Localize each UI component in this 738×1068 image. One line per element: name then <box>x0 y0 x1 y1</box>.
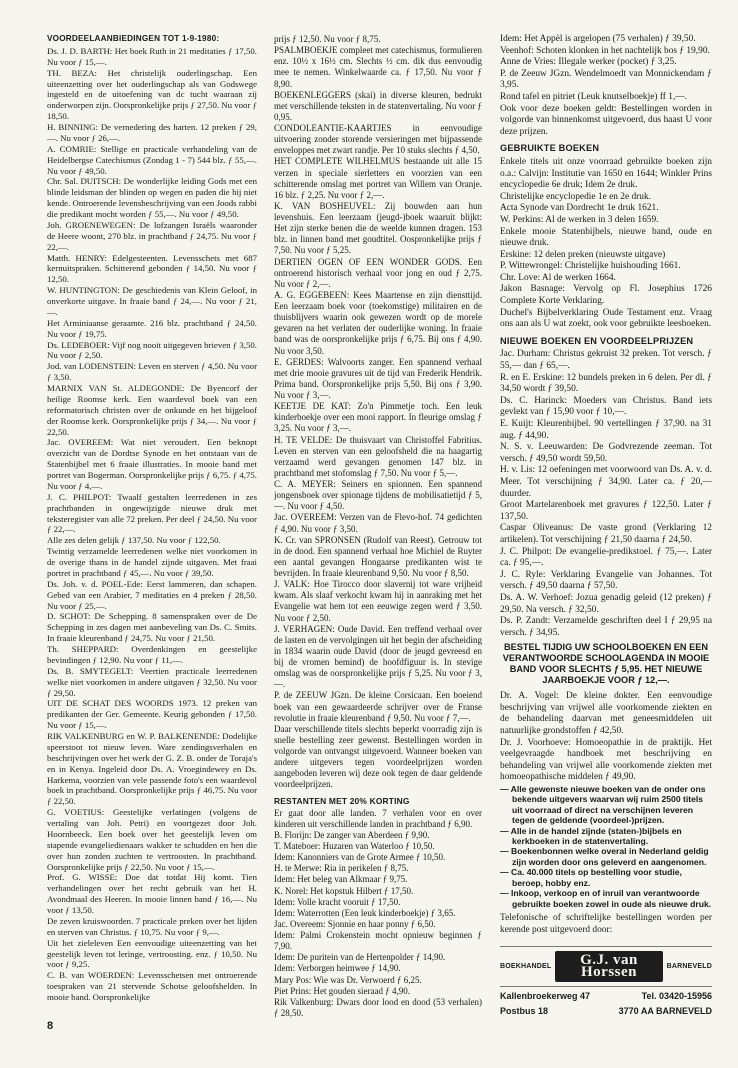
entry: Ds. J. D. BARTH: Het boek Ruth in 21 meditaties ƒ 17,50. Nu voor ƒ 15,—. <box>47 45 257 67</box>
entry: C. A. MEYER: Seiners en spionnen. Een spannend jongensboek over spionage tijdens de mobilisatietijd ƒ 5,—. Nu voor ƒ 4,50. <box>274 479 482 512</box>
entry: P. de Zeeuw JGzn. Wendelmoedt van Monnickendam ƒ 3,95. <box>500 68 712 91</box>
entry: Christelijke encyclopedie 1e en 2e druk. <box>500 191 651 202</box>
entry: KEETJE DE KAT: Zo'n Pimmetje toch. Een leuk kinderboekje over een mooi rapport. In fleurige omslag ƒ 3,25. Nu voor ƒ 3,—. <box>274 401 482 434</box>
entry: Ds. LEDEBOER: Vijf nog nooit uitgegeven brieven ƒ 3,50. Nu voor ƒ 2,50. <box>47 339 257 361</box>
entry: Veenhof: Schoten klonken in het nachtelijk bos ƒ 19,90. <box>500 45 710 56</box>
entry: Idem: Waterrotten (Een leuk kinderboekje) ƒ 3,65. <box>274 907 456 918</box>
entry: R. en E. Erskine: 12 bundels preken in 6 delen. Per dl. ƒ 34,50 wordt ƒ 39,50. <box>500 372 712 395</box>
entry: Chr. Sal. DUITSCH: De wonderlijke leiding Gods met een blinde leidsman der blinden op wegen en paden die hij niet kende. Ontroerende levensbeschrijving van een Joods rabbi die predikant mocht worden ƒ 55,—. Nu voor ƒ 49,50. <box>47 176 257 219</box>
entry: Uit het zieleleven Een eenvoudige uiteenzetting van het geestelijk leven tot leringe, vertroosting. enz. ƒ 10,50. Nu voor ƒ 9,25. <box>47 937 257 970</box>
entry: Matth. HENRY: Edelgesteenten. Levensschets met 687 kernuitspraken. Schitterend gebonden ƒ 14,50. Nu voor ƒ 12,50. <box>47 252 257 285</box>
restanten-list <box>274 830 482 1019</box>
service-bullet: — Alle gewenste nieuwe boeken van de onder ons bekende uitgevers waarvan wij ruim 2500 titels uit voorraad of direct na verschijnen leveren tegen de geldende (voordeel-)prijzen. <box>500 784 706 826</box>
entry: CONDOLEANTIE-KAARTJES in eenvoudige uitvoering zonder storende versieringen met bijpassende enveloppes met zwart randje. Per 10 stuks slechts ƒ 4,50. <box>274 123 482 156</box>
entry: MARNIX VAN St. ALDEGONDE: De Byencorf der heilige Roomse kerk. Een waardevol boek van een reformatorisch christen over de onkunde en het bijgeloof der Roomse kerk. Oorspronkelijke prijs ƒ 34,—. Nu voor ƒ 22,50. <box>47 383 257 437</box>
service-bullet: — Alle in de handel zijnde (staten-)bijbels en kerkboeken in de statenvertaling. <box>500 825 682 847</box>
entry: Joh. GROENEWEGEN: De lofzangen Israëls waaronder de Heere woont, 270 blz. in prachtband ƒ 24,75. Nu voor ƒ 22,—. <box>47 219 257 252</box>
entry: Enkele titels uit onze voorraad gebruikte boeken zijn o.a.: Calvijn: Institutie van 1650 en 1644; Winkler Prins encyclopedie 6e druk; Idem 2e druk. <box>500 156 712 191</box>
entry: P. de ZEEUW JGzn. De kleine Corsicaan. Een boeiend boek van een gewaardeerde schrijver over de Franse revolutie in fraaie kleurenband ƒ 9,50. Nu voor ƒ 7,—. <box>274 690 482 723</box>
entry: De zeven kruiswoorden. 7 practicale preken over het lijden en sterven van Christus. ƒ 10,75. Nu voor ƒ 9,—. <box>47 915 257 937</box>
schoolbooks-offer: BESTEL TIJDIG UW SCHOOLBOEKEN EN EEN VERANTWOORDE SCHOOLAGENDA IN MOOIE BAND VOOR SLECHTS ƒ 5,95. HET NIEUWE JAARBOEKJE VOOR ƒ 12,—. <box>502 642 710 686</box>
entry: Anne de Vries: Illegale werker (pocket) ƒ 3,25. <box>500 57 677 68</box>
entry: Idem: Het Appèl is argelopen (75 verhalen) ƒ 39,50. <box>500 34 696 44</box>
entry: Ook voor deze boeken geldt: Bestellingen worden in volgorde van binnenkomst uitgevoerd, dus haast U voor deze prijzen. <box>500 103 712 137</box>
entry: Idem: Het beleg van Alkmaar ƒ 9,75. <box>274 874 408 885</box>
entry: Enkele mooie Statenbijbels, nieuwe band, oude en nieuwe druk. <box>500 226 712 249</box>
entry: Jac. OVEREEM: Verzen van de Flevo-hof. 74 gedichten ƒ 4,90. Nu voor ƒ 3,50. <box>274 512 482 534</box>
restanten-list-continued <box>500 34 712 138</box>
entry: H. TE VELDE: De thuisvaart van Christoffel Fabritius. Leven en sterven van een geloofsheld die na haagartig verzaamd werd gevangen genomen 147 blz. in prachtband met stofomslag ƒ 7,50. Nu voor ƒ 5,—. <box>274 434 482 478</box>
service-bullet: — Boekenbonnen welke overal in Nederland geldig zijn worden door ons geleverd en aangenomen. <box>500 846 709 867</box>
entry: Prof. G. WISSE: Doe dat totdat Hij komt. Tien verhandelingen over het recht gebruik van het H. Avondmaal des Heeren. In mooie linnen band ƒ 16,—. Nu voor ƒ 13,50. <box>47 872 257 915</box>
section-heading-restanten: RESTANTEN MET 20% KORTING <box>274 795 410 806</box>
entry: Ds. A. W. Verhoef: Jozua genadig geleid (12 preken) ƒ 29,50. Na versch. ƒ 32,50. <box>500 592 712 615</box>
address-line-1 <box>500 990 712 1002</box>
section-heading-offers: VOORDEELAANBIEDINGEN TOT 1-9-1980: <box>47 34 220 43</box>
section-heading-used-books: GEBRUIKTE BOEKEN <box>500 143 600 154</box>
entry: Ds. P. Zandt: Verzamelde geschriften deel I ƒ 29,95 na versch. ƒ 34,95. <box>500 616 712 638</box>
entry: RIK VALKENBURG en W. P. BALKENENDE: Dodelijke speerstoot tot nieuw leven. Ware zendingsverhalen en beschrijvingen over het werk der G. Z. B. onder de Toraja's en in Kenya. Ingeleid door Ds. A. Vroegindewey en Ds. Harkema, voorzien van vele passende foto's een waardevol boek in prachtband. Oorspronkelijke prijs ƒ 46,75. Nu voor ƒ 22,50. <box>47 731 257 807</box>
address-postbus: Postbus 18 <box>500 1006 549 1017</box>
entry: Jac. OVEREEM: Wat niet veroudert. Een beknopt overzicht van de Dordtse Synode en het ontstaan van de Statenbijbel met 6 fraaie illustraties. In mooie band met portret van Bogerman. Oorspronkelijke prijs ƒ 6,75. ƒ 4,75. Nu voor ƒ 4,—. <box>47 437 257 491</box>
entry: B. Florijn: De zanger van Aberdeen ƒ 9,90. <box>274 829 430 840</box>
entry: prijs ƒ 12,50. Nu voor ƒ 8,75. <box>274 34 381 44</box>
service-bullet: — Ca. 40.000 titels op bestelling voor studie, beroep, hobby enz. <box>500 867 682 888</box>
entry: H. v. Lis: 12 oefeningen met voorwoord van Ds. A. v. d. Meer. Tot verschijning ƒ 34,90. Later ca. ƒ 20,— duurder. <box>500 465 712 499</box>
entry: Ds. Joh. v. d. POEL-Ede: Eerst lammeren, dan schapen. Gebed van een Arabier, 7 meditaties en 4 preken ƒ 28,50. Nu voor ƒ 25,—. <box>47 578 257 611</box>
logo-wordmark: G.J. van Horssen <box>555 951 662 982</box>
entry: TH. BEZA: Het christelijk ouderlingschap. Een uiteenzetting over het ouderlingschap als van Godswege ingesteld en de uitoefening van dc tucht waaraan zij onderworpen zijn. Oorspronkelijke prijs ƒ 27,50. Nu voor ƒ 18,50. <box>47 67 257 122</box>
entry: Mary Pos: Wie was Dr. Verwoerd ƒ 6,25. <box>274 974 422 985</box>
entry: Acta Synode van Dordrecht 1e druk 1621. <box>500 203 659 214</box>
column-2 <box>274 34 482 1019</box>
entry: Rond tafel en pitriet (Leuk knutselboekje) ff 1,—. <box>500 91 688 102</box>
entry: Alle zes delen gelijk ƒ 137,50. Nu voor ƒ 122,50. <box>47 535 221 546</box>
entry: Dr. A. Vogel: De kleine dokter. Een eenvoudige beschrijving van vrijwel alle voorkomende ziekten en de behandeling daarvan met geneesmiddelen uit natuurlijke grondstoffen ƒ 42,50. <box>500 691 712 737</box>
entry: J. C. Philpot: De evangelie-predikstoel. ƒ 75,—. Later ca. ƒ 95,—. <box>500 546 712 569</box>
entry: Jakon Basnage: Vervolg op Fl. Josephius 1726 Complete Korte Verklaring. <box>500 284 712 307</box>
logo-right-text: BARNEVELD <box>666 962 712 970</box>
entry: Ds. B. SMYTEGELT: Veertien practicale leerredenen welke niet voorkomen in andere uitgaven ƒ 32,50. Nu voor ƒ 29,50. <box>47 665 257 698</box>
entry: W. Perkins: Al de werken in 3 delen 1659. <box>500 214 659 225</box>
services-list <box>500 784 712 909</box>
entry: BOEKENLEGGERS (skai) in diverse kleuren, bedrukt met verschillende teksten in de statenvertaling. Nu voor ƒ 0,95. <box>274 89 482 122</box>
entry: Twintig verzamelde leerredenen welke niet voorkomen in de overige thans in de handel zijnde uitgaven. Met fraai portret in prachtband ƒ 45,—. Nu voor ƒ 39,50. <box>47 546 257 578</box>
entry: Daar verschillende titels slechts beperkt voorradig zijn is snelle bestelling zeer gewenst. Bestellingen worden in volgorde van ontvangst uitgevoerd. Wanneer boeken van andere uitgevers tegen voordeelprijzen worden aangeboden leveren wij deze ook tegen de daar geldende voordeelprijzen. <box>274 723 482 790</box>
entry: Ds. C. Harinck: Moeders van Christus. Band iets gevlekt van ƒ 15,90 voor ƒ 10,—. <box>500 395 712 418</box>
entry: Idem: Kanonniers van de Grote Armee ƒ 10,50. <box>274 852 446 863</box>
entry: T. Mateboer: Huzaren van Waterloo ƒ 10,50. <box>274 841 435 851</box>
entry: Jac. Durham: Christus gekruist 32 preken. Tot versch. ƒ 55,— dan ƒ 65,—. <box>500 349 712 372</box>
entry: HET COMPLETE WILHELMUS bestaande uit alle 15 verzen in speciale sierletters en voorzien van een schitterende omslag met portret van Willem van Oranje. 16 blz. ƒ 2,25. Nu voor ƒ 2,—. <box>274 156 482 200</box>
logo-left-text: BOEKHANDEL <box>500 962 552 970</box>
entry: P. Wittewrongel: Christelijke huishouding 1661. <box>500 261 681 272</box>
entry: H. te Merwe: Ria in perikelen ƒ 8,75. <box>274 863 409 874</box>
entry: H. BINNING: De vernedering des harten. 12 preken ƒ 29,—. Nu voor ƒ 26,—. <box>47 122 257 143</box>
entry: Rik Valkenburg: Dwars door lood en dood (53 verhalen) ƒ 28,50. <box>274 996 482 1018</box>
offer-list-continued <box>274 34 482 791</box>
entry: A. G. EGGEBEEN: Kees Maartense en zijn diensttijd. Een leerzaam boek voor (toekomstige) militairen en de thuisblijvers waarin ook gewezen wordt op de morele gevaren na het verlaten der ouderlijke woning. In fraaie band was de oorspronkelijke prijs ƒ 6,75. Bij ons ƒ 4,90. Nu voor 3,50. <box>274 289 482 356</box>
entry: Chr. Love: Al de werken 1664. <box>500 272 616 283</box>
entry: Duchel's Bijbelverklaring Oude Testament enz. Vraag ons aan als U wat zoekt, ook voor gebruikte leesboeken. <box>500 307 712 330</box>
entry: K. VAN BOSHEUVEL: Zij bouwden aan hun levenshuis. Een leerzaam (jeugd-)boek waaruit blijkt: Het zijn sterke benen die de weelde kunnen dragen. 153 blz. in linnen band met goudtitel. Oospronkelijke prijs ƒ 7,50. Nu voor ƒ 5,25. <box>274 200 482 256</box>
entry: K. Cr. van SPRONSEN (Rudolf van Reest). Getrouw tot in de dood. Een spannend verhaal hoe Michiel de Ruyter een aantal gevangen Hongaarse predikanten wist te bevrijden. In fraaie kleurenband 9,50. Nu voor ƒ 8,50. <box>274 534 482 578</box>
address-phone: Tel. 03420-15956 <box>641 991 712 1002</box>
service-bullet: — Inkoop, verkoop en of inruil van verantwoorde gebruikte boeken zowel in oude als nieuwe druk. <box>500 888 712 909</box>
entry: Idem: Palmi Crokenstein mocht opnieuw beginnen ƒ 7,90. <box>274 930 482 952</box>
address-street: Kallenbroekerweg 47 <box>500 991 591 1002</box>
entry: J. C. Ryle: Verklaring Evangelie van Johannes. Tot versch. ƒ 49,50 daarna ƒ 57,50. <box>500 569 712 592</box>
entry: Idem: Verborgen heimwee ƒ 14,90. <box>274 963 401 974</box>
address-line-2 <box>500 1005 712 1017</box>
entry: E. Kuijt: Kleurenbijbel. 90 vertellingen ƒ 37,90. na 31 aug. ƒ 44,90. <box>500 419 712 441</box>
entry: J. C. PHILPOT: Twaalf gestalten leerredenen in zes prachtbanden in ongewijzigde nieuwe druk met teksteregister van alle 72 preken. Per deel ƒ 24,50. Nu voor ƒ 22,—. <box>47 491 257 535</box>
entry: K. Norel: Het kopstuk Hilbert ƒ 17,50. <box>274 885 414 896</box>
entry: Piet Prins: Het gouden sieraad ƒ 4,90. <box>274 985 410 996</box>
entry: Erskine: 12 delen preken (nieuwste uitgave) <box>500 249 666 260</box>
entry: Dr. J. Voorhoeve: Homoeopathie in de praktijk. Het veelgevraagde handboek met beschrijving en behandeling van vrijwel alle voorkomende ziekten met homoeopathische middelen ƒ 49,90. <box>500 737 712 783</box>
entry: W. HUNTINGTON: De geschiedenis van Klein Geloof, in onverkorte uitgave. In fraaie band ƒ 24,—. Nu voor ƒ 21,—. <box>47 285 257 317</box>
entry: C. B. van WOERDEN: Levensschetsen met ontroerende toespraken van 21 stervende Schotse geloofshelden. In mooie band. Oorspronkelijke <box>47 970 257 1002</box>
restanten-intro: Er gaat door alle landen. 7 verhalen voor en over kinderen uit verschillende landen in prachtband ƒ 6,90. <box>274 807 482 829</box>
entry: Jac. Overeem: Sjonnie en haar ponny ƒ 6,50. <box>274 918 436 929</box>
entry: Het Arminiaanse geraamte. 216 blz. prachtband ƒ 24,50. Nu voor ƒ 19,75. <box>47 317 257 339</box>
entry: Caspar Oliveanus: De vaste grond (Verklaring 12 artikelen). Tot verschijning ƒ 21,50 daarna ƒ 24,50. <box>500 523 712 545</box>
column-1 <box>47 34 257 1019</box>
health-books-list <box>500 691 712 784</box>
page-number: 8 <box>47 1020 54 1032</box>
entry: UIT DE SCHAT DES WOORDS 1973. 12 preken van predikanten der Ger. Gemeente. Keurig gebonden ƒ 17,50. Nu voor ƒ 15,—. <box>47 698 257 731</box>
entry: J. VERHAGEN: Oude David. Een treffend verhaal over de lasten en de vervolgingen uit het begin der afscheiding in 1834 waarin oude David (door de jeugd gevreesd en bij de vromen bemind) de hoofdfiguur is. In stevige omslag was de oorspronkelijke prijs ƒ 5,25. Nu voor ƒ 3,—. <box>274 623 482 690</box>
entry: J. VALK: Hoe Tirocco door slavernij tot ware vrijheid kwam. Als slaaf verkocht kwam hij in aanraking met het Evangelie wat hem tot een eeuwige zegen werd ƒ 3,50. Nu voor ƒ 2,50. <box>274 579 482 623</box>
address-city: 3770 AA BARNEVELD <box>618 1006 712 1017</box>
entry: E. GERDES: Walvoorts zanger. Een spannend verhaal met drie mooie gravures uit de tijd van Frederik Hendrik. Prima band. Oorspronkelijke prijs 5,50. Bij ons ƒ 3,90. Nu voor ƒ 3,—. <box>274 356 482 400</box>
column-3 <box>500 34 712 1019</box>
new-books-list <box>500 349 712 639</box>
entry: Jod. van LODENSTEIN: Leven en sterven ƒ 4,50. Nu voor ƒ 3,50. <box>47 361 257 383</box>
entry: Idem: Volle kracht vooruit ƒ 17,50. <box>274 896 401 907</box>
entry: A. COMRIE: Stellige en practicale verhandeling van de Heidelbergse Catechismus (Zondag 1 - 7) 544 blz. ƒ 55,—. Nu voor ƒ 49,50. <box>47 143 257 176</box>
used-books-list <box>500 157 712 331</box>
entry: Groot Martelarenboek met gravures ƒ 122,50. Later ƒ 137,50. <box>500 500 712 522</box>
offer-list <box>47 46 257 1003</box>
entry: PSALMBOEKJE compleet met catechismus, formulieren enz. 10½ x 16½ cm. Slechts ½ cm. dik dus eenvoudig mee te nemen. Winkelwaarde ca. ƒ 17,50. Nu voor ƒ 8,90. <box>274 45 482 89</box>
section-heading-new-books: NIEUWE BOEKEN EN VOORDEELPRIJZEN <box>500 335 694 346</box>
entry: Th. SHEPPARD: Overdenkingen en geestelijke bevindingen ƒ 12,90. Nu voor ƒ 11,—. <box>47 644 257 665</box>
entry: D. SCHOT: De Schepping. 8 samenspraken over de De Schepping in zes dagen met aanbeveling van Ds. C. Smits. In fraaie kleurenband ƒ 24,75. Nu voor ƒ 21,50. <box>47 611 257 644</box>
entry: G. VOETIUS: Geestelijke verlatingen (volgens de vertaling van Joh. Petri) en voortgezet door Joh. Hoornbeeck. Een boek over het geestelijk leven om stapende evangeliedienaars wakker te schudden en hen die over hun zonden zuchten te vertroosten. In prachtband. Oorspronkelijke prijs ƒ 22,50. Nu voor ƒ 15,—. <box>47 807 257 872</box>
store-logo <box>500 946 712 987</box>
entry: N. S. v. Leeuwarden: De Godvrezende zeeman. Tot versch. ƒ 49,50 wordt 59,50. <box>500 442 712 464</box>
entry: DERTIEN OGEN OF EEN WONDER GODS. Een ontroerend historisch verhaal voor jong en oud ƒ 2,75. Nu voor ƒ 2,—. <box>274 256 482 289</box>
entry: Idem: De puritein van de Hertenpolder ƒ 14,90. <box>274 952 446 963</box>
closing-note: Telefonische of schriftelijke bestellingen worden per kerende post uitgevoerd door: <box>500 912 712 935</box>
